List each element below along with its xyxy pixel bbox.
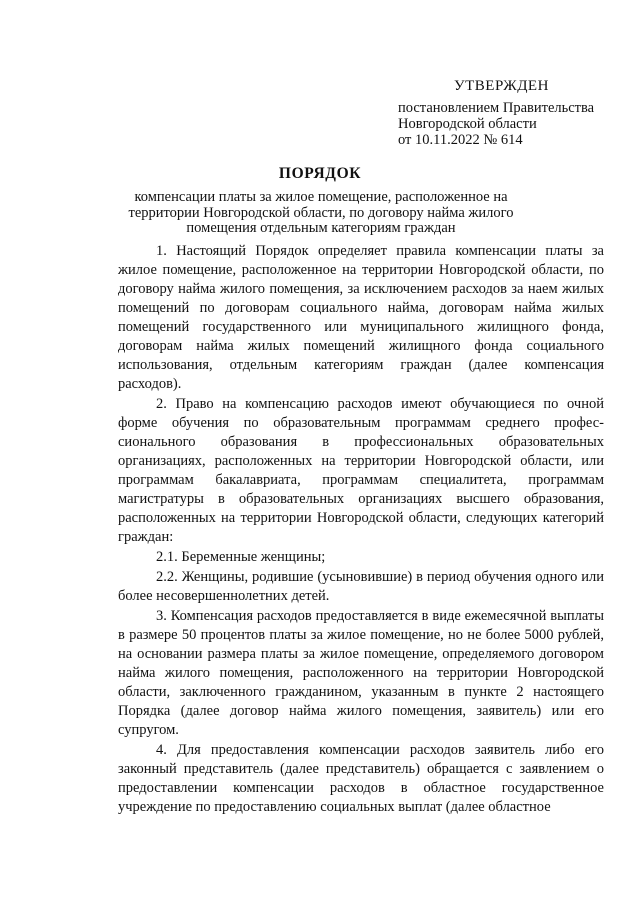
paragraph-1: 1. Настоящий Порядок определяет правила компенсации платы за жилое помещение, расположенное на территории Новгородской области, по договору найма жилого помещения, за исключением расходов за наем жилых помещений по договорам социального найма, договорам найма жилых помещений государственного или муниципального жилищного фонда, договорам найма жилых помещений жилищного фонда социального использования, отдельным категориям граждан (далее компенсация расходов). xyxy=(118,243,604,392)
document-body xyxy=(118,242,604,817)
document-subtitle: компенсации платы за жилое помещение, расположенное на территории Новгородской области, по договору найма жилого помещения отдельным категориям граждан xyxy=(128,189,514,236)
paragraph-2: 2. Право на компенсацию расходов имеют обучающиеся по очной форме обучения по образовательным программам среднего профес-сионального образования в профессиональных образовательных организациях, расположенных на территории Новгородской области, или программам бакалавриата, программам специалитета, программам магистратуры в образовательных организациях высшего образования, расположенных на территории Новгородской области, следующих категорий граждан: xyxy=(118,396,604,545)
approval-line-1: постановлением Правительства xyxy=(398,100,595,116)
approval-title: УТВЕРЖДЕН xyxy=(454,78,549,94)
approval-line-2: Новгородской области xyxy=(398,116,537,132)
approval-line-3: от 10.11.2022 № 614 xyxy=(398,132,523,148)
approval-stamp xyxy=(398,78,628,148)
paragraph-2-1: 2.1. Беременные женщины; xyxy=(156,549,326,565)
paragraph-4: 4. Для предоставления компенсации расходов заявитель либо его законный представитель (далее представитель) обращается с заявлением о предоставлении компенсации расходов в областное государственное учреждение по предоставлению социальных выплат (далее областное xyxy=(118,742,604,815)
paragraph-3: 3. Компенсация расходов предоставляется в виде ежемесячной выплаты в размере 50 процентов платы за жилое помещение, но не более 5000 рублей, на основании размера платы за жилое помещение, определяемого договором найма жилого помещения, расположенного на территории Новгородской области, заключенного гражданином, указанным в пункте 2 настоящего Порядка (далее договор найма жилого помещения, заявитель) или его супругом. xyxy=(118,608,604,738)
document-title: ПОРЯДОК xyxy=(278,165,362,182)
paragraph-2-2: 2.2. Женщины, родившие (усыновившие) в период обучения одного или более несовершеннолетних детей. xyxy=(118,569,604,604)
